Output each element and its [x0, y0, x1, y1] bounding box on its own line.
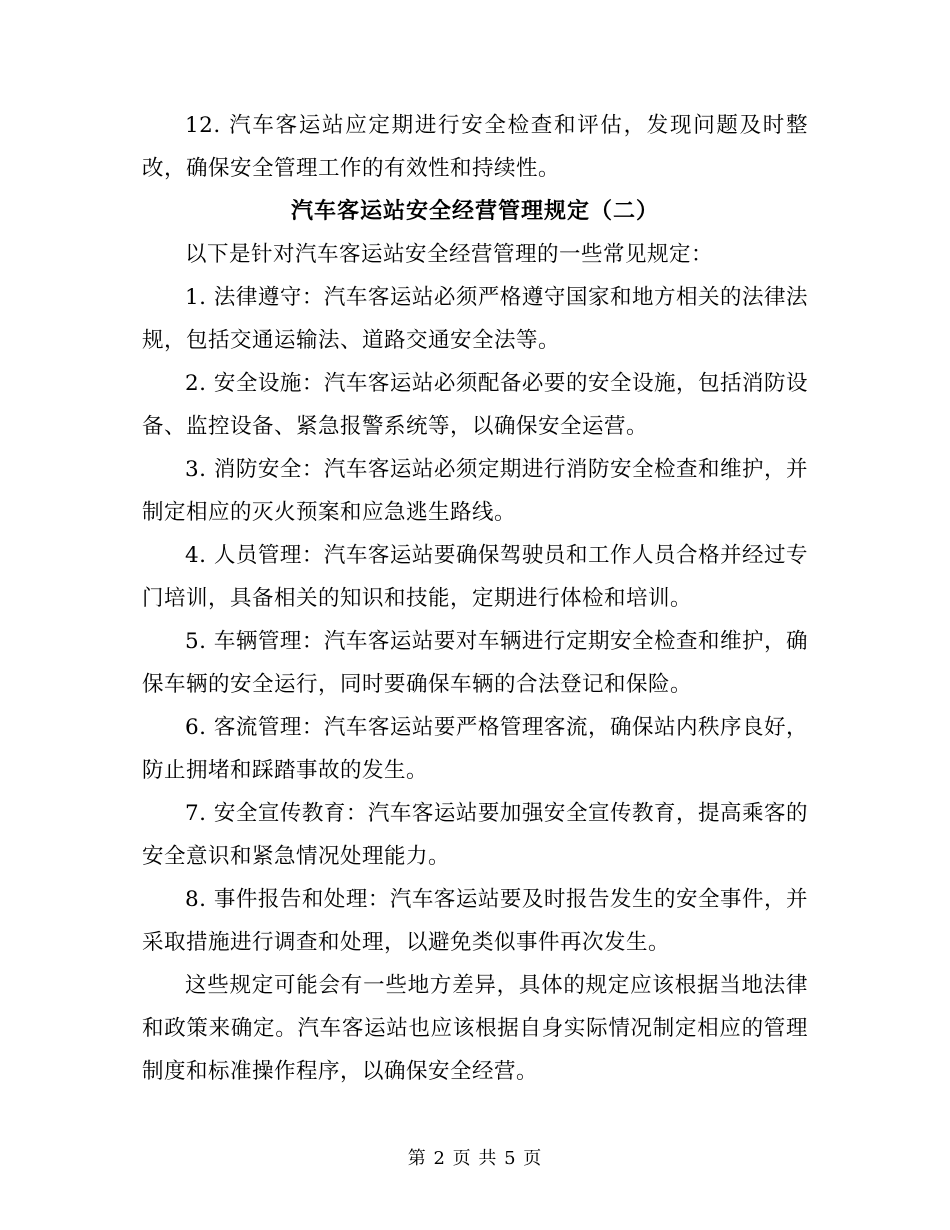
intro-paragraph: 以下是针对汽车客运站安全经营管理的一些常见规定： [185, 242, 714, 267]
closing-paragraph: 这些规定可能会有一些地方差异，具体的规定应该根据当地法律和政策来确定。汽车客运站也应该根据自身实际情况制定相应的管理制度和标准操作程序，以确保安全经营。 [142, 973, 808, 1084]
paragraph-item-7: 7. 安全宣传教育：汽车客运站要加强安全宣传教育，提高乘客的安全意识和紧急情况处理能力。 [142, 801, 808, 869]
paragraph-item-3: 3. 消防安全：汽车客运站必须定期进行消防安全检查和维护，并制定相应的灭火预案和应急逃生路线。 [142, 457, 808, 525]
paragraph-item-12: 12. 汽车客运站应定期进行安全检查和评估，发现问题及时整改，确保安全管理工作的有效性和持续性。 [142, 113, 808, 181]
paragraph-item-1: 1. 法律遵守：汽车客运站必须严格遵守国家和地方相关的法律法规，包括交通运输法、道路交通安全法等。 [142, 285, 808, 353]
document-body [142, 104, 808, 1093]
page-number-footer: 第 2 页 共 5 页 [407, 1148, 543, 1169]
paragraph-item-4: 4. 人员管理：汽车客运站要确保驾驶员和工作人员合格并经过专门培训，具备相关的知识和技能，定期进行体检和培训。 [142, 543, 808, 611]
paragraph-item-6: 6. 客流管理：汽车客运站要严格管理客流，确保站内秩序良好，防止拥堵和踩踏事故的发生。 [142, 715, 808, 783]
paragraph-item-2: 2. 安全设施：汽车客运站必须配备必要的安全设施，包括消防设备、监控设备、紧急报警系统等，以确保安全运营。 [142, 371, 808, 439]
paragraph-item-5: 5. 车辆管理：汽车客运站要对车辆进行定期安全检查和维护，确保车辆的安全运行，同时要确保车辆的合法登记和保险。 [142, 629, 808, 697]
paragraph-item-8: 8. 事件报告和处理：汽车客运站要及时报告发生的安全事件，并采取措施进行调查和处理，以避免类似事件再次发生。 [142, 887, 808, 955]
section-title: 汽车客运站安全经营管理规定（二） [290, 198, 659, 224]
